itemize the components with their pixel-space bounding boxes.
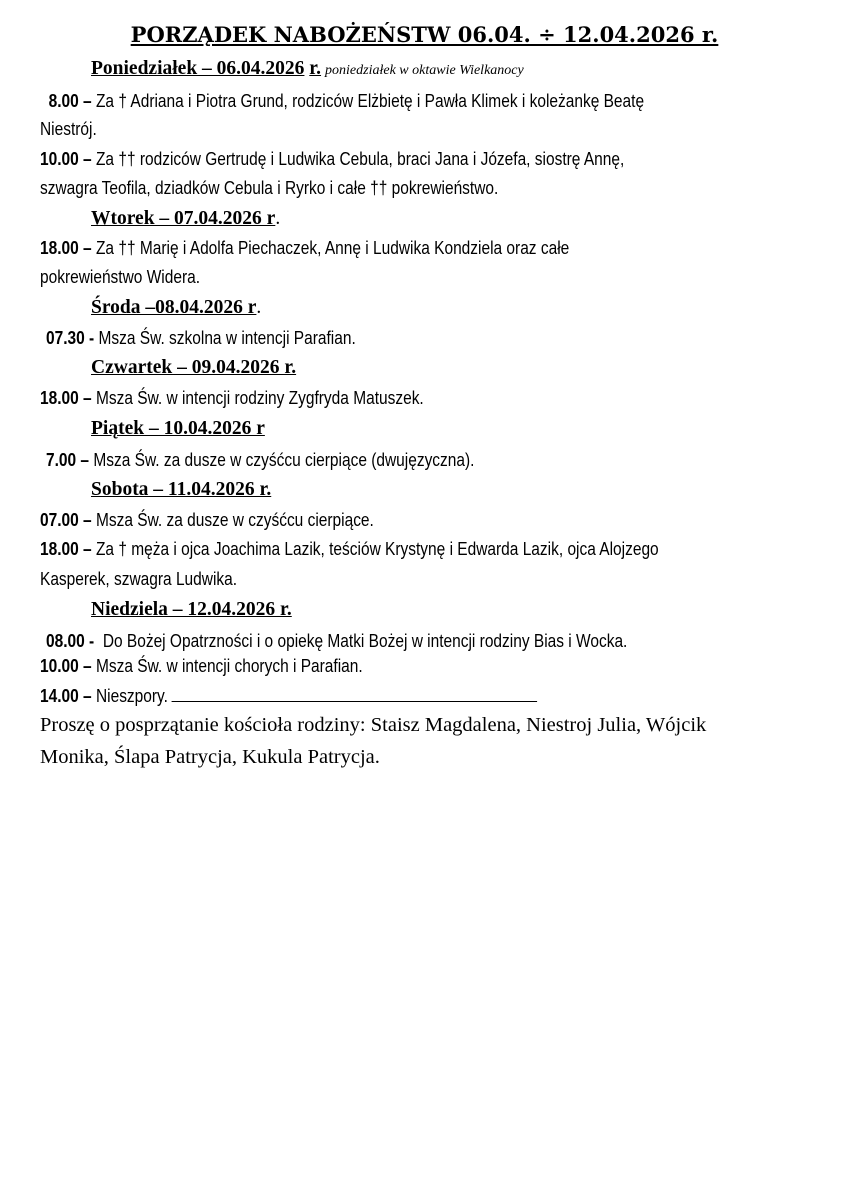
day-heading-saturday (91, 479, 271, 501)
day-suffix: r. (309, 58, 322, 79)
mass-intention: Za † męża i ojca Joachima Lazik, teściów Krystynę i Edwarda Lazik, ojca Alojzego (95, 539, 659, 559)
mass-time: 10.00 – (40, 149, 92, 169)
mass-entry (40, 510, 374, 531)
mass-intention: Msza Św. w intencji chorych i Parafian. (95, 656, 363, 676)
mass-intention: Do Bożej Opatrzności i o opiekę Matki Bożej w intencji rodziny Bias i Wocka. (102, 631, 628, 651)
cleaning-note-line: Monika, Ślapa Patrycja, Kukula Patrycja. (40, 746, 380, 768)
day-label: Niedziela – 12.04.2026 r. (91, 599, 292, 620)
day-label: Środa –08.04.2026 r (91, 297, 257, 318)
mass-time: 07.00 – (40, 510, 92, 530)
mass-entry-continued: Kasperek, szwagra Ludwika. (40, 569, 238, 589)
mass-time: 18.00 – (40, 539, 92, 559)
mass-intention: Nieszpory. (95, 686, 168, 706)
mass-entry-continued: pokrewieństwo Widera. (40, 267, 201, 287)
cleaning-note-line: Proszę o posprzątanie kościoła rodziny: Staisz Magdalena, Niestroj Julia, Wójcik (40, 714, 707, 736)
day-suffix: . (275, 208, 281, 229)
day-label: Czwartek – 09.04.2026 r. (91, 357, 297, 378)
mass-time: 7.00 – (46, 450, 90, 470)
mass-time: 18.00 – (40, 238, 92, 258)
day-heading-monday (91, 58, 524, 80)
mass-entry (40, 656, 363, 677)
mass-entry (40, 388, 424, 409)
mass-entry (40, 91, 644, 112)
day-heading-tuesday (91, 208, 280, 230)
mass-entry (40, 539, 659, 560)
day-note: poniedziałek w oktawie Wielkanocy (325, 63, 524, 78)
mass-entry (46, 631, 627, 652)
mass-intention: Msza Św. szkolna w intencji Parafian. (98, 328, 356, 348)
mass-entry (40, 238, 569, 259)
mass-time: 18.00 – (40, 388, 92, 408)
day-label: Piątek – 10.04.2026 r (91, 418, 265, 439)
mass-intention: Msza Św. w intencji rodziny Zygfryda Matuszek. (95, 388, 424, 408)
day-suffix: . (256, 297, 262, 318)
mass-entry-continued: szwagra Teofila, dziadków Cebula i Ryrko i całe †† pokrewieństwo. (40, 178, 499, 198)
day-label: Sobota – 11.04.2026 r. (91, 479, 272, 500)
mass-intention: Za † Adriana i Piotra Grund, rodziców Elżbietę i Pawła Klimek i koleżankę Beatę (95, 91, 645, 111)
mass-entry (40, 685, 537, 707)
mass-entry (40, 149, 624, 170)
day-label: Poniedziałek – 06.04.2026 (91, 58, 305, 79)
mass-intention: Za †† Marię i Adolfa Piechaczek, Annę i Ludwika Kondziela oraz całe (95, 238, 570, 258)
day-heading-sunday (91, 599, 292, 621)
day-heading-thursday (91, 357, 296, 379)
page-title: PORZĄDEK NABOŻEŃSTW 06.04. ÷ 12.04.2026 r. (130, 22, 719, 47)
mass-intention: Za †† rodziców Gertrudę i Ludwika Cebula, braci Jana i Józefa, siostrę Annę, (95, 149, 625, 169)
mass-intention: Msza Św. za dusze w czyśćcu cierpiące (dwujęzyczna). (93, 450, 475, 470)
day-heading-friday (91, 418, 265, 440)
mass-time: 08.00 - (46, 631, 95, 651)
mass-time: 10.00 – (40, 656, 92, 676)
day-label: Wtorek – 07.04.2026 r (91, 208, 276, 229)
mass-entry (46, 328, 356, 349)
mass-time: 14.00 – (40, 686, 92, 706)
blank-line (171, 685, 536, 702)
mass-entry (46, 450, 474, 471)
mass-time: 8.00 – (48, 91, 92, 111)
mass-intention: Msza Św. za dusze w czyśćcu cierpiące. (95, 510, 374, 530)
mass-entry-continued: Niestrój. (40, 119, 97, 139)
mass-time: 07.30 - (46, 328, 95, 348)
day-heading-wednesday (91, 297, 261, 319)
